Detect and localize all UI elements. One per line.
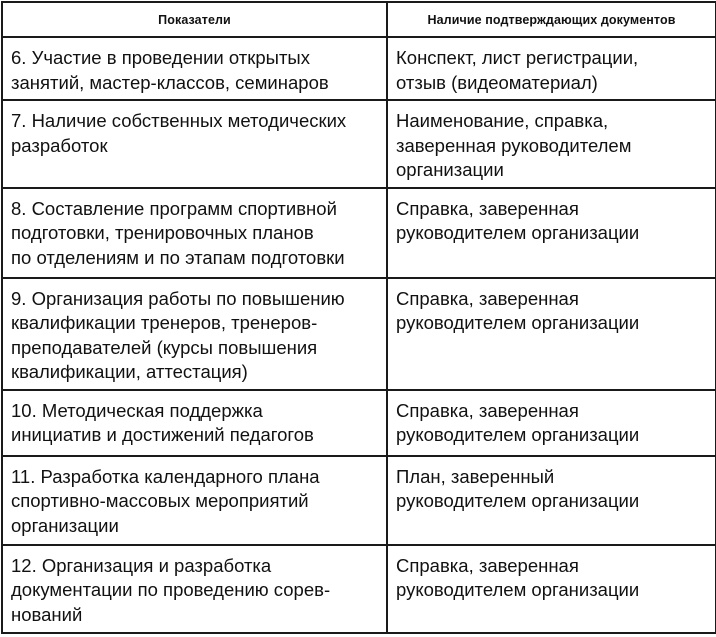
document-cell: Справка, заверенная руководителем организации	[387, 390, 716, 456]
indicator-cell: 8. Составление программ спортивной подготовки, тренировочных планов по отделениям и по этапам подготовки	[2, 188, 387, 278]
document-cell: Конспект, лист регистрации, отзыв (видеоматериал)	[387, 37, 716, 100]
indicators-table	[1, 1, 716, 634]
table-row	[2, 390, 716, 456]
document-cell: Справка, заверенная руководителем организации	[387, 188, 716, 278]
indicator-cell: 10. Методическая поддержка инициатив и достижений педагогов	[2, 390, 387, 456]
document-cell: План, заверенный руководителем организации	[387, 456, 716, 545]
table-row	[2, 545, 716, 633]
indicator-cell: 12. Организация и разработка документации по проведению сорев- нований	[2, 545, 387, 633]
header-indicators: Показатели	[2, 2, 387, 37]
document-cell: Наименование, справка, заверенная руководителем организации	[387, 100, 716, 188]
document-cell: Справка, заверенная руководителем организации	[387, 278, 716, 390]
table-row	[2, 278, 716, 390]
indicator-cell: 11. Разработка календарного плана спортивно-массовых мероприятий организации	[2, 456, 387, 545]
indicator-cell: 7. Наличие собственных методических разработок	[2, 100, 387, 188]
document-cell: Справка, заверенная руководителем организации	[387, 545, 716, 633]
table-row	[2, 37, 716, 100]
table-row	[2, 100, 716, 188]
table-header-row	[2, 2, 716, 37]
indicator-cell: 6. Участие в проведении открытых занятий, мастер-классов, семинаров	[2, 37, 387, 100]
indicator-cell: 9. Организация работы по повышению квалификации тренеров, тренеров- преподавателей (курсы повышения квалификации, аттестация)	[2, 278, 387, 390]
table-row	[2, 456, 716, 545]
header-documents: Наличие подтверждающих документов	[387, 2, 716, 37]
table-row	[2, 188, 716, 278]
